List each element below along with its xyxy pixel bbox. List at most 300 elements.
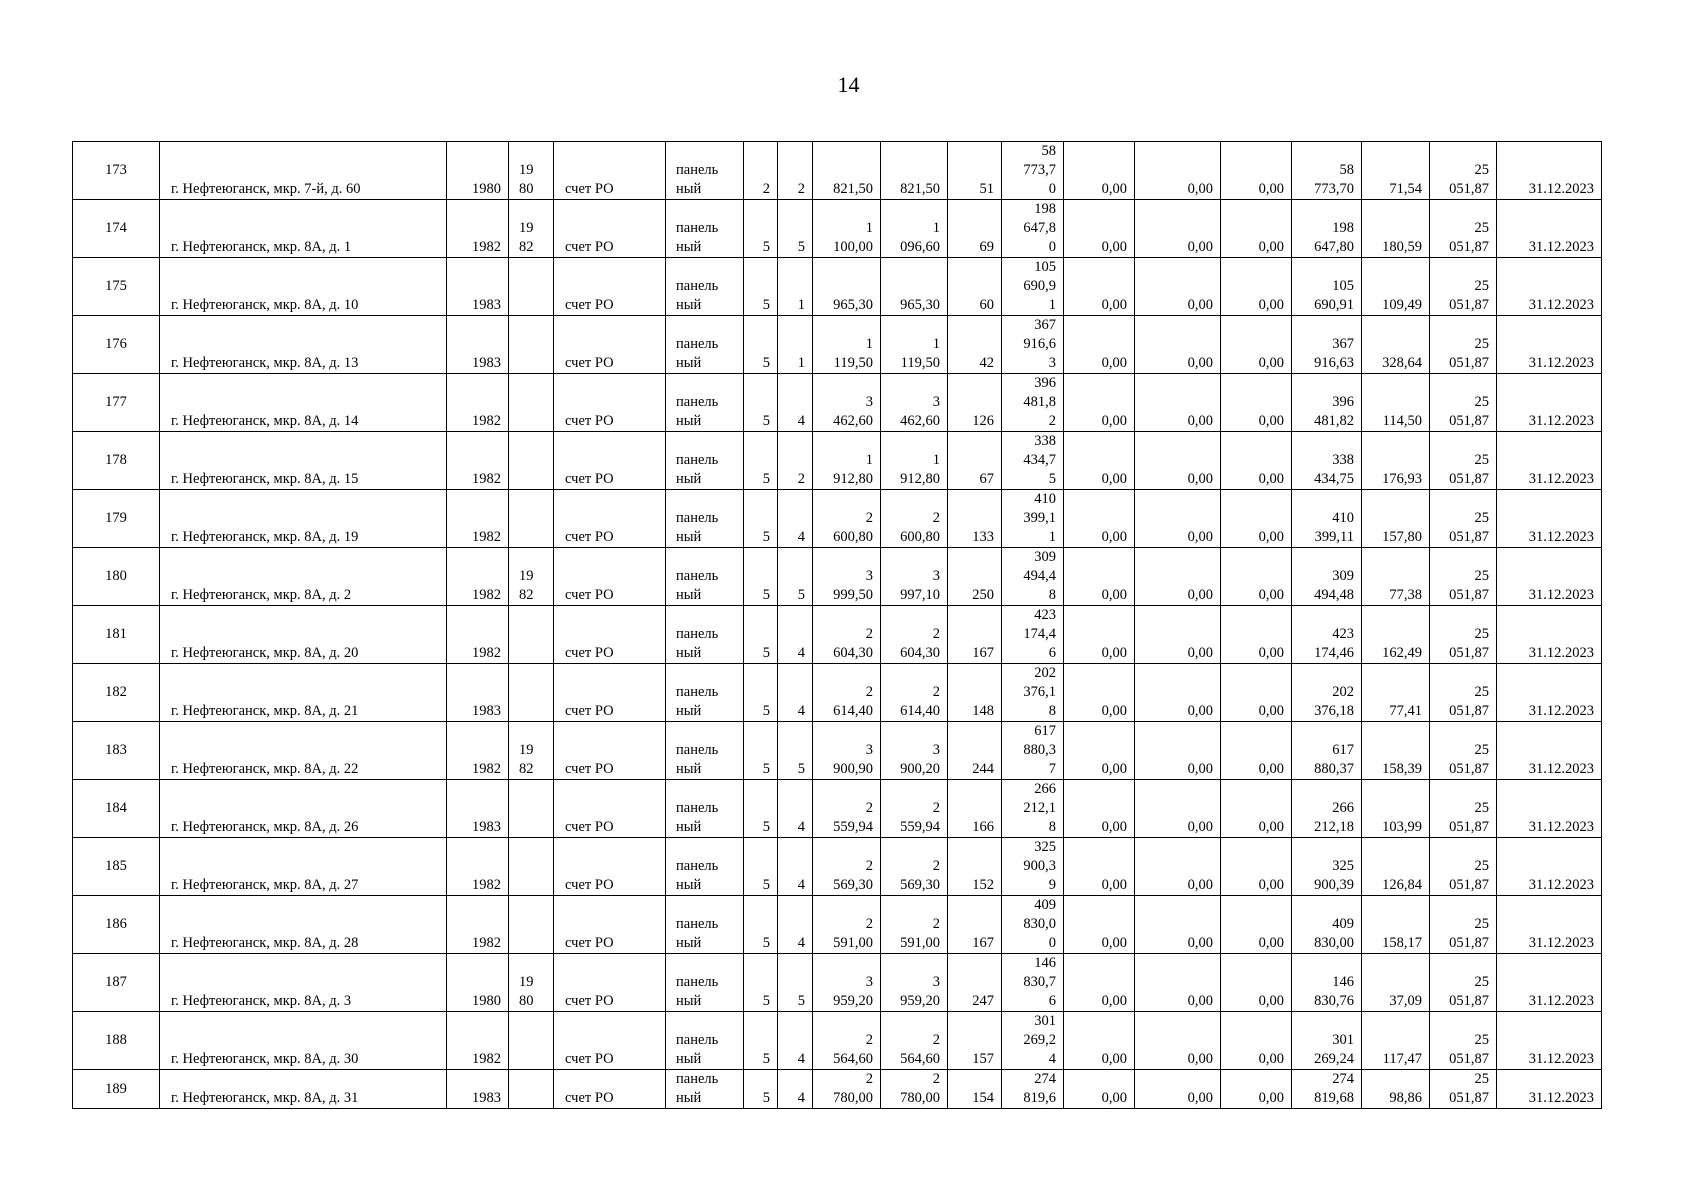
owner-funds-cell — [1292, 954, 1362, 1012]
repair-cost-line: 617 — [1034, 723, 1056, 739]
table-row — [73, 200, 1602, 258]
wall-material-cell — [666, 548, 744, 606]
owner-funds-line: 773,70 — [1314, 181, 1354, 197]
wall-material-line: ный — [676, 703, 702, 719]
living-area-line: 821,50 — [900, 181, 940, 197]
cost-per-m2-cell: 157,80 — [1362, 490, 1430, 548]
table-row — [73, 258, 1602, 316]
deadline-cell: 31.12.2023 — [1497, 954, 1602, 1012]
total-area-line — [817, 277, 873, 296]
row-number-cell: 173 — [73, 142, 160, 200]
residents-cell: 133 — [948, 490, 1002, 548]
cost-limit-cell — [1430, 200, 1497, 258]
federal-funds-cell: 0,00 — [1064, 838, 1135, 896]
living-area-line: 604,30 — [900, 645, 940, 661]
repair-cost-line: 274 — [1034, 1071, 1056, 1087]
local-funds-cell: 0,00 — [1221, 432, 1292, 490]
owner-funds-cell — [1292, 142, 1362, 200]
owner-funds-cell — [1292, 838, 1362, 896]
repair-cost-line: 1 — [1048, 297, 1056, 313]
living-area-line: 096,60 — [900, 239, 940, 255]
cost-limit-line: 051,87 — [1449, 1051, 1489, 1067]
cost-limit-line: 25 — [1474, 336, 1489, 352]
year-repair-cell — [509, 258, 554, 316]
year-built-cell: 1982 — [447, 838, 509, 896]
repair-cost-line: 198 — [1034, 201, 1056, 217]
repair-cost-cell — [1002, 374, 1064, 432]
owner-funds-line: 266 — [1332, 800, 1354, 816]
deadline-cell: 31.12.2023 — [1497, 490, 1602, 548]
cost-limit-line: 25 — [1474, 684, 1489, 700]
cost-limit-line: 25 — [1474, 974, 1489, 990]
floors-cell: 5 — [744, 1070, 778, 1109]
owner-funds-line: 174,46 — [1314, 645, 1354, 661]
repair-cost-cell — [1002, 316, 1064, 374]
cost-limit-line: 25 — [1474, 626, 1489, 642]
repair-cost-line: 916,6 — [1023, 336, 1056, 352]
wall-material-line: ный — [676, 297, 702, 313]
wall-material-line: ный — [676, 529, 702, 545]
year-built-cell: 1983 — [447, 664, 509, 722]
year-repair-line — [519, 451, 546, 470]
fund-method-cell: счет РО — [554, 200, 666, 258]
residents-cell: 148 — [948, 664, 1002, 722]
year-repair-line: 80 — [519, 181, 534, 197]
entrances-cell: 4 — [778, 490, 813, 548]
owner-funds-cell — [1292, 374, 1362, 432]
living-area-line: 564,60 — [900, 1051, 940, 1067]
cost-per-m2-cell: 162,49 — [1362, 606, 1430, 664]
living-area-line: 3 — [932, 742, 940, 758]
regional-funds-cell: 0,00 — [1135, 490, 1221, 548]
entrances-cell: 4 — [778, 1012, 813, 1070]
total-area-line: 3 — [865, 568, 873, 584]
row-number-cell: 185 — [73, 838, 160, 896]
owner-funds-line: 423 — [1332, 626, 1354, 642]
federal-funds-cell: 0,00 — [1064, 490, 1135, 548]
wall-material-line: панель — [676, 1071, 719, 1087]
living-area-line: 119,50 — [900, 355, 940, 371]
cost-limit-line: 25 — [1474, 800, 1489, 816]
local-funds-cell: 0,00 — [1221, 722, 1292, 780]
owner-funds-line: 146 — [1332, 974, 1354, 990]
year-built-cell: 1982 — [447, 200, 509, 258]
owner-funds-line: 58 — [1339, 162, 1354, 178]
row-number-cell: 179 — [73, 490, 160, 548]
owner-funds-line: 830,76 — [1314, 993, 1354, 1009]
entrances-cell: 4 — [778, 838, 813, 896]
federal-funds-cell: 0,00 — [1064, 780, 1135, 838]
repair-cost-line: 58 — [1041, 143, 1056, 159]
wall-material-line: ный — [676, 587, 702, 603]
year-built-cell: 1983 — [447, 316, 509, 374]
total-area-cell — [813, 548, 881, 606]
repair-cost-line: 1 — [1048, 529, 1056, 545]
year-repair-line — [519, 934, 546, 953]
cost-limit-line: 051,87 — [1449, 761, 1489, 777]
cost-limit-cell — [1430, 606, 1497, 664]
federal-funds-cell: 0,00 — [1064, 1012, 1135, 1070]
owner-funds-line: 399,11 — [1314, 529, 1354, 545]
floors-cell: 2 — [744, 142, 778, 200]
fund-method-cell: счет РО — [554, 606, 666, 664]
owner-funds-cell — [1292, 1070, 1362, 1109]
wall-material-cell — [666, 780, 744, 838]
repair-cost-cell — [1002, 142, 1064, 200]
cost-limit-line: 25 — [1474, 858, 1489, 874]
cost-limit-cell — [1430, 722, 1497, 780]
federal-funds-cell: 0,00 — [1064, 258, 1135, 316]
repair-cost-line: 0 — [1048, 935, 1056, 951]
total-area-line — [817, 161, 873, 180]
wall-material-line: панель — [676, 336, 719, 352]
repair-cost-line: 647,8 — [1023, 220, 1056, 236]
total-area-line: 3 — [865, 974, 873, 990]
living-area-cell — [881, 548, 948, 606]
deadline-cell: 31.12.2023 — [1497, 1070, 1602, 1109]
repair-cost-line: 8 — [1048, 819, 1056, 835]
table-row — [73, 490, 1602, 548]
owner-funds-line: 325 — [1332, 858, 1354, 874]
wall-material-line: ный — [676, 877, 702, 893]
entrances-cell: 2 — [778, 432, 813, 490]
year-repair-cell — [509, 432, 554, 490]
repair-cost-cell — [1002, 954, 1064, 1012]
entrances-cell: 4 — [778, 664, 813, 722]
table-row — [73, 780, 1602, 838]
total-area-line: 462,60 — [833, 413, 873, 429]
repair-cost-line: 6 — [1048, 645, 1056, 661]
cost-per-m2-cell: 126,84 — [1362, 838, 1430, 896]
wall-material-line: ный — [676, 993, 702, 1009]
residents-cell: 167 — [948, 606, 1002, 664]
wall-material-line: ный — [676, 181, 702, 197]
floors-cell: 5 — [744, 838, 778, 896]
repair-cost-line: 2 — [1048, 413, 1056, 429]
cost-limit-line: 051,87 — [1449, 645, 1489, 661]
living-area-cell — [881, 722, 948, 780]
wall-material-line: ный — [676, 645, 702, 661]
wall-material-line: панель — [676, 916, 719, 932]
wall-material-line: панель — [676, 162, 719, 178]
cost-per-m2-cell: 77,38 — [1362, 548, 1430, 606]
cost-limit-line: 25 — [1474, 162, 1489, 178]
cost-limit-line: 25 — [1474, 220, 1489, 236]
wall-material-line: панель — [676, 452, 719, 468]
total-area-line: 3 — [865, 394, 873, 410]
fund-method-cell: счет РО — [554, 1070, 666, 1109]
owner-funds-line: 309 — [1332, 568, 1354, 584]
year-repair-cell — [509, 606, 554, 664]
owner-funds-line: 900,39 — [1314, 877, 1354, 893]
federal-funds-cell: 0,00 — [1064, 606, 1135, 664]
year-repair-cell — [509, 142, 554, 200]
floors-cell: 5 — [744, 258, 778, 316]
residents-cell: 42 — [948, 316, 1002, 374]
regional-funds-cell: 0,00 — [1135, 374, 1221, 432]
local-funds-cell: 0,00 — [1221, 200, 1292, 258]
deadline-cell: 31.12.2023 — [1497, 606, 1602, 664]
table-row — [73, 374, 1602, 432]
regional-funds-cell: 0,00 — [1135, 258, 1221, 316]
total-area-line: 569,30 — [833, 877, 873, 893]
cost-limit-line: 25 — [1474, 742, 1489, 758]
living-area-cell — [881, 1012, 948, 1070]
owner-funds-cell — [1292, 490, 1362, 548]
year-repair-line — [519, 876, 546, 895]
total-area-cell — [813, 1070, 881, 1109]
repair-cost-line: 423 — [1034, 607, 1056, 623]
residents-cell: 51 — [948, 142, 1002, 200]
year-repair-cell — [509, 838, 554, 896]
total-area-cell — [813, 1012, 881, 1070]
year-built-cell: 1982 — [447, 1012, 509, 1070]
cost-limit-cell — [1430, 954, 1497, 1012]
total-area-line: 100,00 — [833, 239, 873, 255]
total-area-line: 1 — [865, 452, 873, 468]
table-row — [73, 432, 1602, 490]
living-area-line: 2 — [932, 1032, 940, 1048]
row-number-cell: 180 — [73, 548, 160, 606]
repair-cost-line: 880,3 — [1023, 742, 1056, 758]
year-repair-line — [519, 1089, 546, 1108]
wall-material-line: ный — [676, 1051, 702, 1067]
residents-cell: 67 — [948, 432, 1002, 490]
living-area-line: 600,80 — [900, 529, 940, 545]
local-funds-cell: 0,00 — [1221, 1070, 1292, 1109]
wall-material-line: панель — [676, 684, 719, 700]
living-area-line: 900,20 — [900, 761, 940, 777]
local-funds-cell: 0,00 — [1221, 1012, 1292, 1070]
total-area-cell — [813, 664, 881, 722]
entrances-cell: 1 — [778, 316, 813, 374]
repair-cost-line: 434,7 — [1023, 452, 1056, 468]
regional-funds-cell: 0,00 — [1135, 954, 1221, 1012]
cost-limit-line: 25 — [1474, 394, 1489, 410]
table-row — [73, 1012, 1602, 1070]
regional-funds-cell: 0,00 — [1135, 664, 1221, 722]
total-area-cell — [813, 606, 881, 664]
cost-limit-line: 051,87 — [1449, 819, 1489, 835]
year-repair-line — [519, 393, 546, 412]
cost-limit-cell — [1430, 1070, 1497, 1109]
living-area-line: 1 — [932, 452, 940, 468]
cost-limit-line: 25 — [1474, 1071, 1489, 1087]
housing-register-table — [72, 141, 1602, 1109]
wall-material-line: панель — [676, 626, 719, 642]
living-area-line: 2 — [932, 800, 940, 816]
living-area-line: 1 — [932, 220, 940, 236]
repair-cost-line: 338 — [1034, 433, 1056, 449]
floors-cell: 5 — [744, 664, 778, 722]
wall-material-cell — [666, 142, 744, 200]
wall-material-line: панель — [676, 510, 719, 526]
federal-funds-cell: 0,00 — [1064, 432, 1135, 490]
repair-cost-line: 325 — [1034, 839, 1056, 855]
repair-cost-line: 376,1 — [1023, 684, 1056, 700]
owner-funds-cell — [1292, 258, 1362, 316]
entrances-cell: 1 — [778, 258, 813, 316]
address-cell: г. Нефтеюганск, мкр. 8А, д. 2 — [160, 548, 447, 606]
page-number: 14 — [837, 72, 860, 97]
living-area-cell — [881, 258, 948, 316]
repair-cost-line: 8 — [1048, 587, 1056, 603]
floors-cell: 5 — [744, 490, 778, 548]
cost-per-m2-cell: 117,47 — [1362, 1012, 1430, 1070]
deadline-cell: 31.12.2023 — [1497, 664, 1602, 722]
regional-funds-cell: 0,00 — [1135, 606, 1221, 664]
address-cell: г. Нефтеюганск, мкр. 8А, д. 31 — [160, 1070, 447, 1109]
entrances-cell: 5 — [778, 200, 813, 258]
fund-method-cell: счет РО — [554, 432, 666, 490]
year-repair-line — [519, 625, 546, 644]
wall-material-line: панель — [676, 858, 719, 874]
total-area-cell — [813, 142, 881, 200]
fund-method-cell: счет РО — [554, 258, 666, 316]
living-area-line — [885, 161, 940, 180]
total-area-line: 912,80 — [833, 471, 873, 487]
cost-limit-line: 051,87 — [1449, 471, 1489, 487]
living-area-line: 965,30 — [900, 297, 940, 313]
repair-cost-cell — [1002, 490, 1064, 548]
total-area-cell — [813, 780, 881, 838]
total-area-cell — [813, 316, 881, 374]
fund-method-cell: счет РО — [554, 142, 666, 200]
deadline-cell: 31.12.2023 — [1497, 896, 1602, 954]
living-area-cell — [881, 316, 948, 374]
year-repair-line — [519, 509, 546, 528]
cost-per-m2-cell: 176,93 — [1362, 432, 1430, 490]
living-area-line: 3 — [932, 394, 940, 410]
address-cell: г. Нефтеюганск, мкр. 8А, д. 19 — [160, 490, 447, 548]
living-area-line: 2 — [932, 684, 940, 700]
residents-cell: 60 — [948, 258, 1002, 316]
year-repair-line: 82 — [519, 587, 534, 603]
total-area-line: 600,80 — [833, 529, 873, 545]
year-repair-cell — [509, 490, 554, 548]
owner-funds-line: 198 — [1332, 220, 1354, 236]
year-repair-line — [519, 1050, 546, 1069]
entrances-cell: 4 — [778, 606, 813, 664]
repair-cost-line: 202 — [1034, 665, 1056, 681]
total-area-line: 2 — [865, 684, 873, 700]
residents-cell: 166 — [948, 780, 1002, 838]
living-area-line: 569,30 — [900, 877, 940, 893]
living-area-line: 2 — [932, 626, 940, 642]
repair-cost-line: 830,0 — [1023, 916, 1056, 932]
total-area-line: 3 — [865, 742, 873, 758]
table-row — [73, 722, 1602, 780]
year-repair-line — [519, 644, 546, 663]
wall-material-cell — [666, 664, 744, 722]
cost-per-m2-cell: 103,99 — [1362, 780, 1430, 838]
year-repair-cell — [509, 316, 554, 374]
federal-funds-cell: 0,00 — [1064, 664, 1135, 722]
living-area-line: 559,94 — [900, 819, 940, 835]
deadline-cell: 31.12.2023 — [1497, 142, 1602, 200]
federal-funds-cell: 0,00 — [1064, 722, 1135, 780]
wall-material-cell — [666, 258, 744, 316]
year-repair-line: 19 — [519, 568, 534, 584]
deadline-cell: 31.12.2023 — [1497, 722, 1602, 780]
cost-limit-line: 25 — [1474, 510, 1489, 526]
entrances-cell: 5 — [778, 954, 813, 1012]
owner-funds-line: 367 — [1332, 336, 1354, 352]
local-funds-cell: 0,00 — [1221, 896, 1292, 954]
living-area-line: 2 — [932, 916, 940, 932]
wall-material-line: панель — [676, 568, 719, 584]
living-area-line: 3 — [932, 974, 940, 990]
owner-funds-line: 376,18 — [1314, 703, 1354, 719]
regional-funds-cell: 0,00 — [1135, 1012, 1221, 1070]
repair-cost-line: 212,1 — [1023, 800, 1056, 816]
year-repair-cell — [509, 780, 554, 838]
total-area-cell — [813, 490, 881, 548]
local-funds-cell: 0,00 — [1221, 142, 1292, 200]
residents-cell: 167 — [948, 896, 1002, 954]
repair-cost-line: 773,7 — [1023, 162, 1056, 178]
regional-funds-cell: 0,00 — [1135, 548, 1221, 606]
deadline-cell: 31.12.2023 — [1497, 200, 1602, 258]
cost-limit-cell — [1430, 548, 1497, 606]
wall-material-line: ный — [676, 819, 702, 835]
cost-limit-cell — [1430, 258, 1497, 316]
total-area-line: 2 — [865, 1032, 873, 1048]
living-area-line: 997,10 — [900, 587, 940, 603]
living-area-cell — [881, 142, 948, 200]
wall-material-line: панель — [676, 742, 719, 758]
fund-method-cell: счет РО — [554, 490, 666, 548]
living-area-line: 3 — [932, 568, 940, 584]
year-repair-line — [519, 335, 546, 354]
residents-cell: 157 — [948, 1012, 1002, 1070]
cost-limit-cell — [1430, 780, 1497, 838]
repair-cost-cell — [1002, 1070, 1064, 1109]
owner-funds-cell — [1292, 896, 1362, 954]
total-area-line: 1 — [865, 220, 873, 236]
floors-cell: 5 — [744, 954, 778, 1012]
repair-cost-line: 309 — [1034, 549, 1056, 565]
floors-cell: 5 — [744, 316, 778, 374]
year-built-cell: 1982 — [447, 606, 509, 664]
living-area-cell — [881, 200, 948, 258]
year-built-cell: 1982 — [447, 374, 509, 432]
fund-method-cell: счет РО — [554, 954, 666, 1012]
year-repair-line — [519, 296, 546, 315]
cost-limit-line: 051,87 — [1449, 239, 1489, 255]
total-area-cell — [813, 954, 881, 1012]
federal-funds-cell: 0,00 — [1064, 142, 1135, 200]
living-area-line: 2 — [932, 858, 940, 874]
wall-material-line: ный — [676, 471, 702, 487]
cost-limit-cell — [1430, 142, 1497, 200]
total-area-line: 604,30 — [833, 645, 873, 661]
owner-funds-cell — [1292, 1012, 1362, 1070]
year-built-cell: 1980 — [447, 954, 509, 1012]
cost-per-m2-cell: 71,54 — [1362, 142, 1430, 200]
cost-limit-line: 25 — [1474, 278, 1489, 294]
cost-limit-line: 051,87 — [1449, 703, 1489, 719]
address-cell: г. Нефтеюганск, мкр. 8А, д. 1 — [160, 200, 447, 258]
federal-funds-cell: 0,00 — [1064, 316, 1135, 374]
living-area-line: 2 — [932, 1071, 940, 1087]
year-repair-cell — [509, 374, 554, 432]
repair-cost-cell — [1002, 722, 1064, 780]
repair-cost-line: 819,6 — [1023, 1090, 1056, 1106]
row-number-cell: 181 — [73, 606, 160, 664]
year-repair-line — [519, 1031, 546, 1050]
living-area-cell — [881, 664, 948, 722]
